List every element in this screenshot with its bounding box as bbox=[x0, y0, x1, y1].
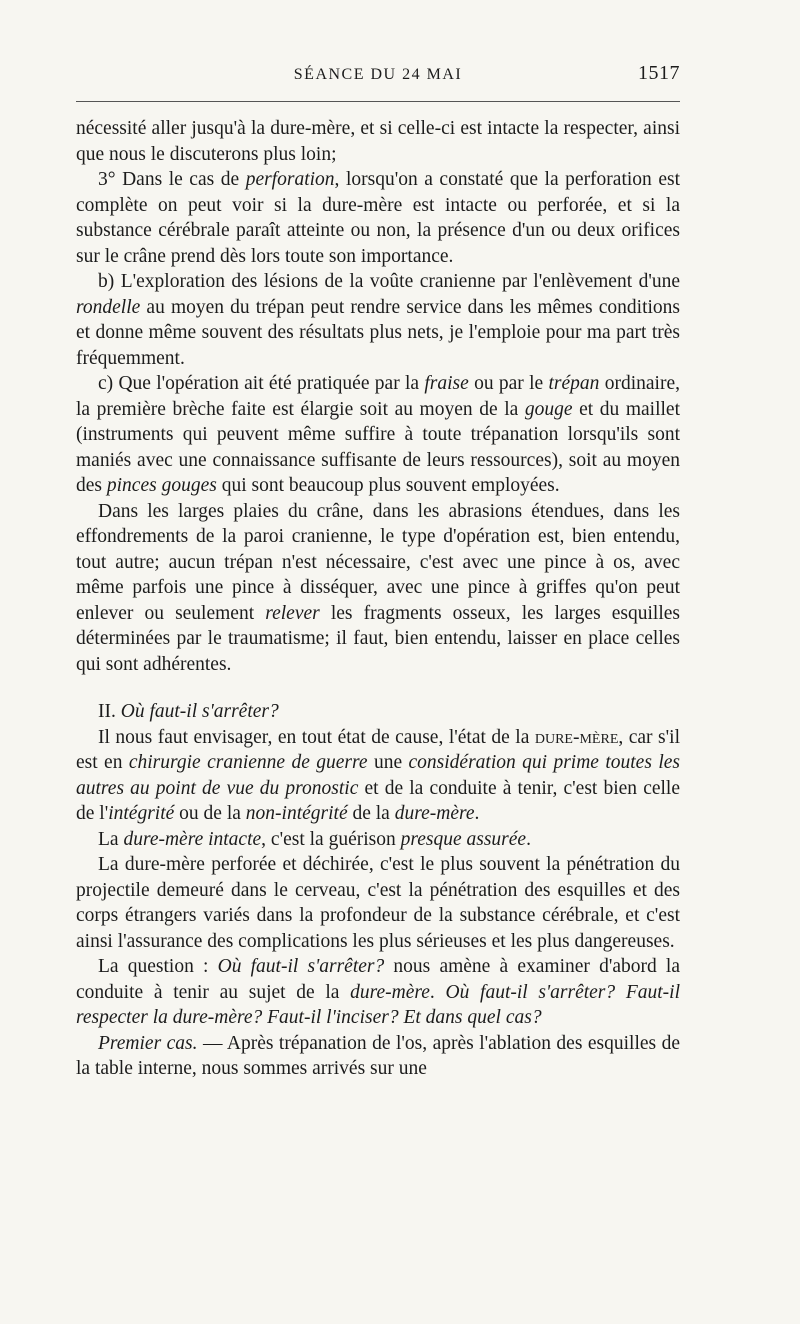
page-number: 1517 bbox=[638, 62, 680, 84]
paragraph: nécessité aller jusqu'à la dure-mère, et si celle-ci est intacte la respecter, ainsi que nous le discuterons plus loin; bbox=[76, 118, 680, 165]
paragraph: Premier cas. — Après trépanation de l'os, après l'ablation des esquilles de la table interne, nous sommes arrivés sur une bbox=[76, 1032, 680, 1079]
paragraph: Il nous faut envisager, en tout état de cause, l'état de la dure-mère, car s'il est en chirurgie cranienne de guerre une considération qui prime toutes les autres au point de vue du pronostic et de la conduite à tenir, c'est bien celle de l'intégrité ou de la non-intégrité de la dure-mère. bbox=[76, 726, 680, 824]
paragraph: Dans les larges plaies du crâne, dans les abrasions étendues, dans les effondrements de la paroi cranienne, le type d'opération est, bien entendu, tout autre; aucun trépan n'est nécessaire, c'est avec une pince à os, avec même parfois une pince à disséquer, avec une pince à griffes qu'on peut enlever ou seulement relever les fragments osseux, les larges esquilles déterminées par le traumatisme; il faut, bien entendu, laisser en place celles qui sont adhérentes. bbox=[76, 500, 681, 675]
running-title: SÉANCE DU 24 MAI bbox=[293, 66, 463, 83]
section-heading: II. Où faut-il s'arrêter? bbox=[98, 701, 279, 722]
page-body bbox=[76, 116, 680, 1082]
paragraph: La dure-mère intacte, c'est la guérison presque assurée. bbox=[98, 828, 531, 850]
paragraph: b) L'exploration des lésions de la voûte cranienne par l'enlèvement d'une rondelle au moyen du trépan peut rendre service dans les mêmes conditions et donne même souvent des résultats plus nets, je l'emploie pour ma part très fréquemment. bbox=[76, 271, 680, 369]
paragraph: 3° Dans le cas de perforation, lorsqu'on a constaté que la perforation est complète on peut voir si la dure-mère est intacte ou perforée, et si la substance cérébrale paraît atteinte ou non, la présence d'un ou deux orifices sur le crâne prend dès lors toute son importance. bbox=[76, 169, 680, 267]
header-rule bbox=[76, 101, 680, 102]
paragraph: c) Que l'opération ait été pratiquée par la fraise ou par le trépan ordinaire, la première brèche faite est élargie soit au moyen de la gouge et du maillet (instruments qui peuvent même suffire à toute trépanation lorsqu'ils sont maniés avec une connaissance suffisante de leurs ressources), soit au moyen des pinces gouges qui sont beaucoup plus souvent employées. bbox=[76, 373, 680, 496]
section-gap bbox=[76, 677, 680, 699]
page-header bbox=[76, 62, 680, 92]
paragraph: La dure-mère perforée et déchirée, c'est le plus souvent la pénétration du projectile demeuré dans le cerveau, c'est la pénétration des esquilles et des corps étrangers variés dans la profondeur de la substance cérébrale, et c'est ainsi l'assurance des complications les plus sérieuses et les plus dangereuses. bbox=[76, 854, 680, 952]
paragraph: La question : Où faut-il s'arrêter? nous amène à examiner d'abord la conduite à tenir au sujet de la dure-mère. Où faut-il s'arrêter? Faut-il respecter la dure-mère? Faut-il l'inciser? Et dans quel cas? bbox=[76, 956, 681, 1028]
